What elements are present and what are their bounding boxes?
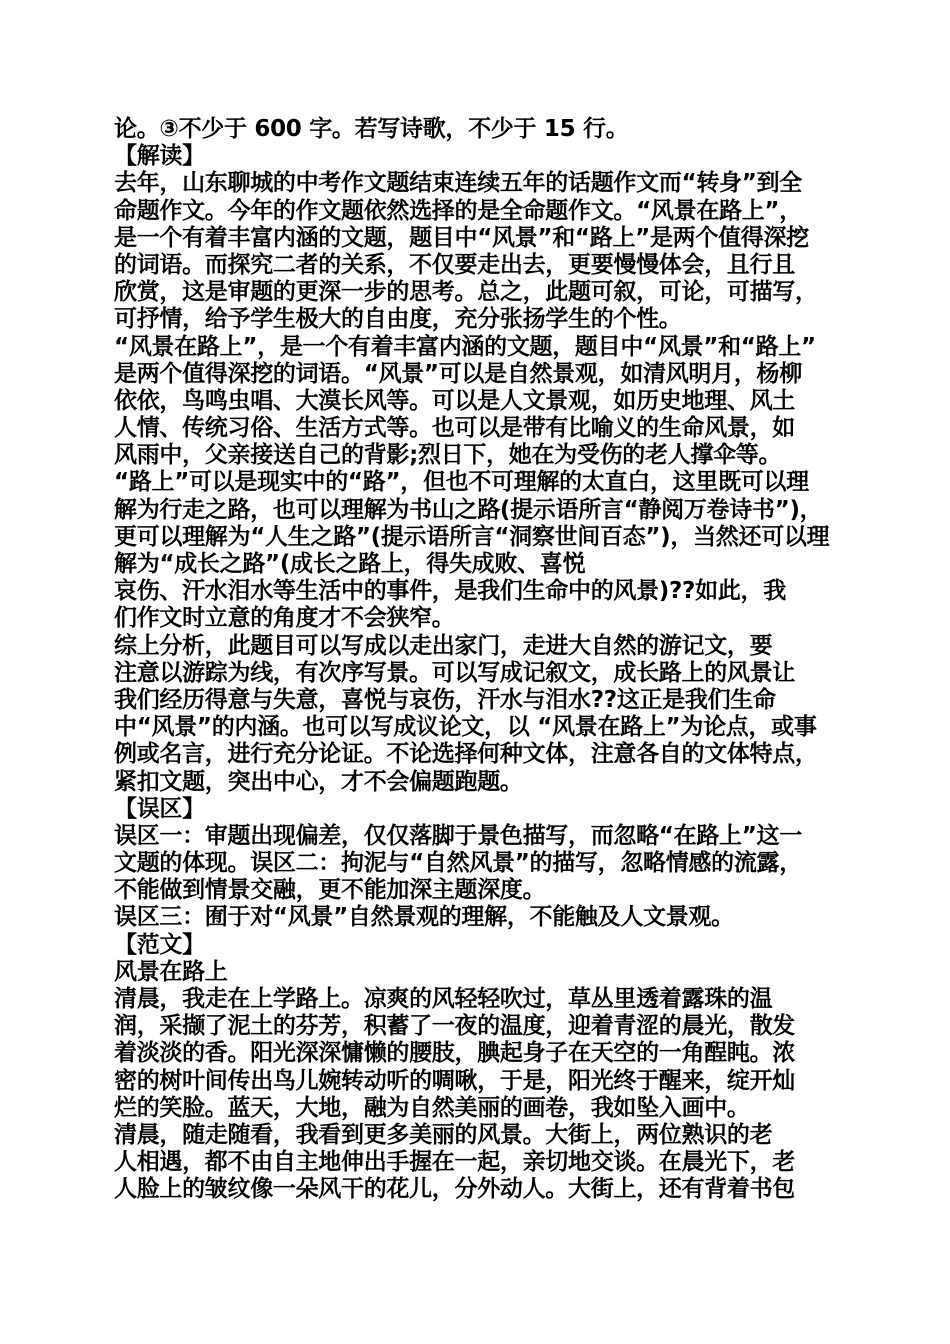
text-line: 可抒情，给予学生极大的自由度，充分张扬学生的个性。 [114, 306, 682, 333]
text-line: 例或名言，进行充分论证。不论选择何种文体，注意各自的文体特点， [114, 741, 818, 768]
text-line: 更可以理解为“人生之路”(提示语所言“洞察世间百态”)，当然还可以理 [114, 523, 830, 550]
text-line: 是两个值得深挖的词语。“风景”可以是自然景观，如清风明月，杨柳 [114, 360, 802, 387]
text-line: 论。③不少于 600 字。若写诗歌，不少于 15 行。 [114, 116, 629, 142]
text-line: “风景在路上”，是一个有着丰富内涵的文题，题目中“风景”和“路上” [114, 333, 816, 360]
text-line: 综上分析，此题目可以写成以走出家门，走进大自然的游记文，要 [114, 632, 773, 659]
text-line: 风雨中，父亲接送自己的背影;烈日下，她在为受伤的老人撑伞等。 [114, 442, 782, 469]
text-line: 我们经历得意与失意，喜悦与哀伤，汗水与泪水??这正是我们生命 [114, 686, 776, 713]
section-heading-fanwen: 【范文】 [114, 931, 205, 958]
text-line: 解为行走之路，也可以理解为书山之路(提示语所言“静阅万卷诗书”)， [114, 496, 823, 523]
text-line: 清晨，我走在上学路上。凉爽的风轻轻吹过，草丛里透着露珠的温 [114, 986, 773, 1012]
text-line: 着淡淡的香。阳光深深慵懒的腰肢，腆起身子在天空的一角酲盹。浓 [114, 1040, 796, 1067]
text-line: 们作文时立意的角度才不会狭窄。 [114, 605, 455, 632]
text-line: 不能做到情景交融，更不能加深主题深度。 [114, 877, 546, 904]
document-page [114, 116, 850, 1204]
text-line: 欣赏，这是审题的更深一步的思考。总之，此题可叙，可论，可描写， [114, 279, 818, 306]
text-line: 紧扣文题，突出中心，才不会偏题跑题。 [114, 768, 523, 795]
section-heading-jiedu: 【解读】 [114, 143, 205, 170]
text-line: 误区三：囿于对“风景”自然景观的理解，不能触及人文景观。 [114, 904, 734, 931]
text-line: 注意以游踪为线，有次序写景。可以写成记叙文，成长路上的风景让 [114, 659, 796, 686]
text-line: 解为“成长之路”(成长之路上，得失成败、喜悦 [114, 551, 586, 577]
text-line: 清晨，随走随看，我看到更多美丽的风景。大街上，两位熟识的老 [114, 1121, 773, 1148]
text-line: 人脸上的皱纹像一朵风干的花儿，分外动人。大街上，还有背着书包 [114, 1176, 796, 1203]
text-line: 误区一：审题出现偏差，仅仅落脚于景色描写，而忽略“在路上”这一 [114, 822, 802, 849]
text-line: 人情、传统习俗、生活方式等。也可以是带有比喻义的生命风景，如 [114, 415, 796, 442]
text-line: 烂的笑脸。蓝天，大地，融为自然美丽的画卷，我如坠入画中。 [114, 1094, 750, 1121]
text-line: 密的树叶间传出鸟儿婉转动听的啁啾，于是，阳光终于醒来，绽开灿 [114, 1067, 796, 1094]
text-line: 去年，山东聊城的中考作文题结束连续五年的话题作文而“转身”到全 [114, 170, 802, 197]
text-line: 文题的体现。误区二：拘泥与“自然风景”的描写，忽略情感的流露， [114, 850, 802, 877]
text-line: 依依，鸟鸣虫唱、大漠长风等。可以是人文景观，如历史地理、风土 [114, 387, 796, 414]
text-line: 润，采撷了泥土的芬芳，积蓄了一夜的温度，迎着青涩的晨光，散发 [114, 1013, 796, 1040]
text-line: 人相遇，都不由自主地伸出手握在一起，亲切地交谈。在晨光下，老 [114, 1149, 796, 1176]
text-line: 是一个有着丰富内涵的文题，题目中“风景”和“路上”是两个值得深挖 [114, 224, 809, 251]
essay-title: 风景在路上 [114, 958, 228, 985]
text-line: 中“风景”的内涵。也可以写成议论文，以 “风景在路上”为论点，或事 [114, 714, 817, 741]
text-line: 哀伤、汗水泪水等生活中的事件，是我们生命中的风景)??如此，我 [114, 578, 786, 605]
text-line: 命题作文。今年的作文题依然选择的是全命题作文。“风景在路上”， [114, 197, 802, 224]
text-line: 的词语。而探究二者的关系，不仅要走出去，更要慢慢体会，且行且 [114, 251, 796, 278]
text-line: “路上”可以是现实中的“路”，但也不可理解的太直白，这里既可以理 [114, 469, 809, 496]
section-heading-wuqu: 【误区】 [114, 795, 205, 822]
